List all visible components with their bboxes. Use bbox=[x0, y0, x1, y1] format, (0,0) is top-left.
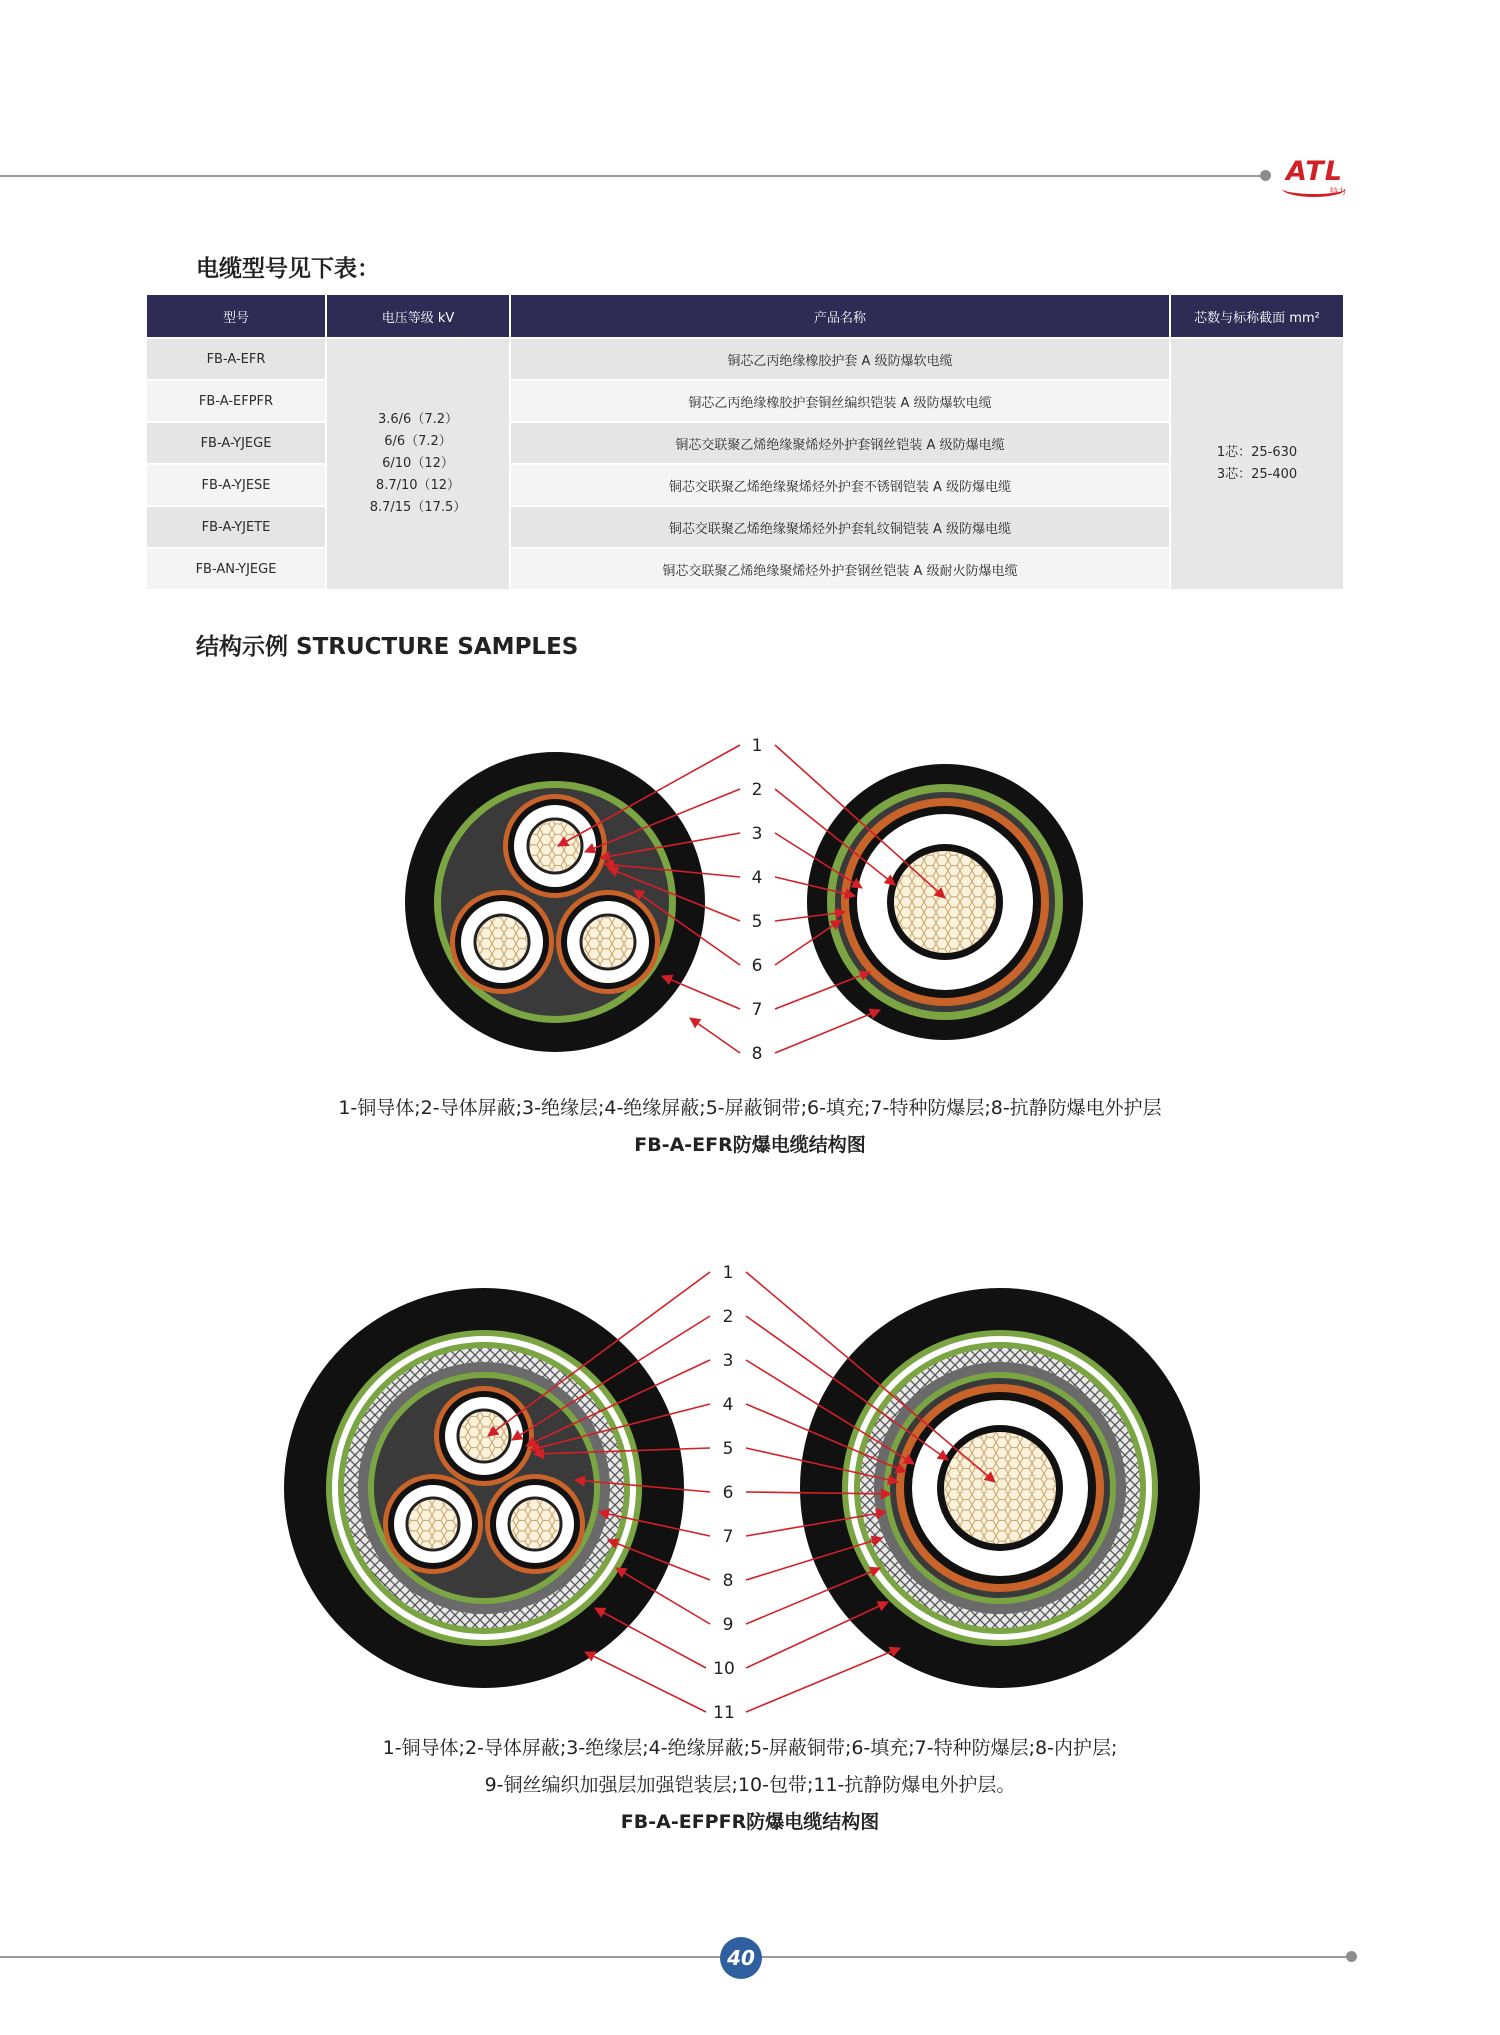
callout-labels bbox=[752, 736, 763, 1064]
structure-section-title: 结构示例 STRUCTURE SAMPLES bbox=[196, 634, 579, 660]
diagram2-caption: FB-A-EFPFR防爆电缆结构图 bbox=[620, 1811, 880, 1833]
core-section-cell bbox=[1171, 339, 1343, 589]
callout-labels bbox=[713, 1263, 735, 1723]
callout-label: 3 bbox=[751, 824, 763, 844]
core bbox=[450, 890, 554, 994]
footer-rule bbox=[0, 1956, 1352, 1958]
table-row bbox=[147, 339, 1343, 379]
header-rule-dot bbox=[1260, 170, 1271, 181]
efr-structure-diagram bbox=[0, 720, 1500, 1064]
footer-rule-dot bbox=[1346, 1951, 1357, 1962]
core bbox=[485, 1474, 585, 1574]
callout-label: 4 bbox=[722, 1395, 734, 1415]
callout-label: 7 bbox=[751, 1000, 763, 1020]
callout-label: 11 bbox=[713, 1703, 735, 1723]
cable-model-table bbox=[145, 293, 1345, 591]
header-product-name: 产品名称 bbox=[511, 295, 1169, 337]
callout-label: 9 bbox=[722, 1615, 734, 1635]
table-section-title: 电缆型号见下表： bbox=[196, 256, 380, 282]
core-line: 1芯：25-630 bbox=[1216, 445, 1298, 460]
voltage-line: 8.7/10（12） bbox=[375, 478, 461, 493]
diagram2-legend-line1: 1-铜导体;2-导体屏蔽;3-绝缘层;4-绝缘屏蔽;5-屏蔽铜带;6-填充;7-特种防爆层;8-内护层; bbox=[382, 1737, 1118, 1759]
callout-label: 2 bbox=[751, 780, 763, 800]
callout-label: 5 bbox=[722, 1439, 734, 1459]
product-name-cell: 铜芯交联聚乙烯绝缘聚烯烃外护套钢丝铠装 A 级耐火防爆电缆 bbox=[511, 549, 1169, 589]
efpfr-structure-diagram bbox=[0, 1250, 1500, 1723]
model-cell: FB-A-EFPFR bbox=[147, 381, 325, 421]
header-core-section: 芯数与标称截面 mm² bbox=[1171, 295, 1343, 337]
product-name-cell: 铜芯乙丙绝缘橡胶护套 A 级防爆软电缆 bbox=[511, 339, 1169, 379]
table-header-row bbox=[147, 295, 1343, 337]
logo-subtext: 特力 bbox=[1330, 187, 1346, 196]
product-name-cell: 铜芯交联聚乙烯绝缘聚烯烃外护套不锈钢铠装 A 级防爆电缆 bbox=[511, 465, 1169, 505]
callout-label: 5 bbox=[751, 912, 763, 932]
voltage-line: 3.6/6（7.2） bbox=[378, 412, 458, 427]
header-model: 型号 bbox=[147, 295, 325, 337]
three-core-armored-cable-drawing bbox=[284, 1288, 684, 1688]
header-rule bbox=[0, 175, 1262, 177]
header-voltage: 电压等级 kV bbox=[327, 295, 509, 337]
callout-label: 1 bbox=[722, 1263, 734, 1283]
callout-label: 1 bbox=[751, 736, 763, 756]
model-cell: FB-A-YJESE bbox=[147, 465, 325, 505]
voltage-line: 8.7/15（17.5） bbox=[369, 500, 467, 515]
single-core-cable-drawing bbox=[807, 764, 1083, 1040]
core bbox=[556, 890, 660, 994]
logo-text: ATL bbox=[1286, 156, 1343, 187]
model-cell: FB-A-EFR bbox=[147, 339, 325, 379]
voltage-line: 6/6（7.2） bbox=[384, 434, 452, 449]
voltage-cell bbox=[327, 339, 509, 589]
product-name-cell: 铜芯乙丙绝缘橡胶护套铜丝编织铠装 A 级防爆软电缆 bbox=[511, 381, 1169, 421]
callout-label: 2 bbox=[722, 1307, 734, 1327]
callout-label: 4 bbox=[751, 868, 763, 888]
callout-label: 6 bbox=[751, 956, 763, 976]
model-cell: FB-A-YJETE bbox=[147, 507, 325, 547]
callout-label: 8 bbox=[751, 1044, 763, 1064]
diagram2-legend-line2: 9-铜丝编织加强层加强铠装层;10-包带;11-抗静防爆电外护层。 bbox=[484, 1774, 1016, 1796]
page-number-badge: 40 bbox=[720, 1937, 762, 1979]
model-cell: FB-A-YJEGE bbox=[147, 423, 325, 463]
core bbox=[383, 1474, 483, 1574]
three-core-cable-drawing bbox=[405, 752, 705, 1052]
diagram1-legend: 1-铜导体;2-导体屏蔽;3-绝缘层;4-绝缘屏蔽;5-屏蔽铜带;6-填充;7-特种防爆层;8-抗静防爆电外护层 bbox=[338, 1097, 1162, 1119]
callout-label: 10 bbox=[713, 1659, 735, 1679]
diagram1-caption: FB-A-EFR防爆电缆结构图 bbox=[634, 1134, 866, 1156]
voltage-line: 6/10（12） bbox=[382, 456, 454, 471]
core bbox=[503, 794, 607, 898]
callout-label: 8 bbox=[722, 1571, 734, 1591]
model-cell: FB-AN-YJEGE bbox=[147, 549, 325, 589]
callout-label: 6 bbox=[722, 1483, 734, 1503]
atl-logo bbox=[1278, 150, 1358, 200]
single-core-armored-cable-drawing bbox=[800, 1288, 1200, 1688]
product-name-cell: 铜芯交联聚乙烯绝缘聚烯烃外护套轧纹铜铠装 A 级防爆电缆 bbox=[511, 507, 1169, 547]
product-name-cell: 铜芯交联聚乙烯绝缘聚烯烃外护套钢丝铠装 A 级防爆电缆 bbox=[511, 423, 1169, 463]
core-line: 3芯：25-400 bbox=[1216, 467, 1298, 482]
callout-label: 3 bbox=[722, 1351, 734, 1371]
callout-label: 7 bbox=[722, 1527, 734, 1547]
